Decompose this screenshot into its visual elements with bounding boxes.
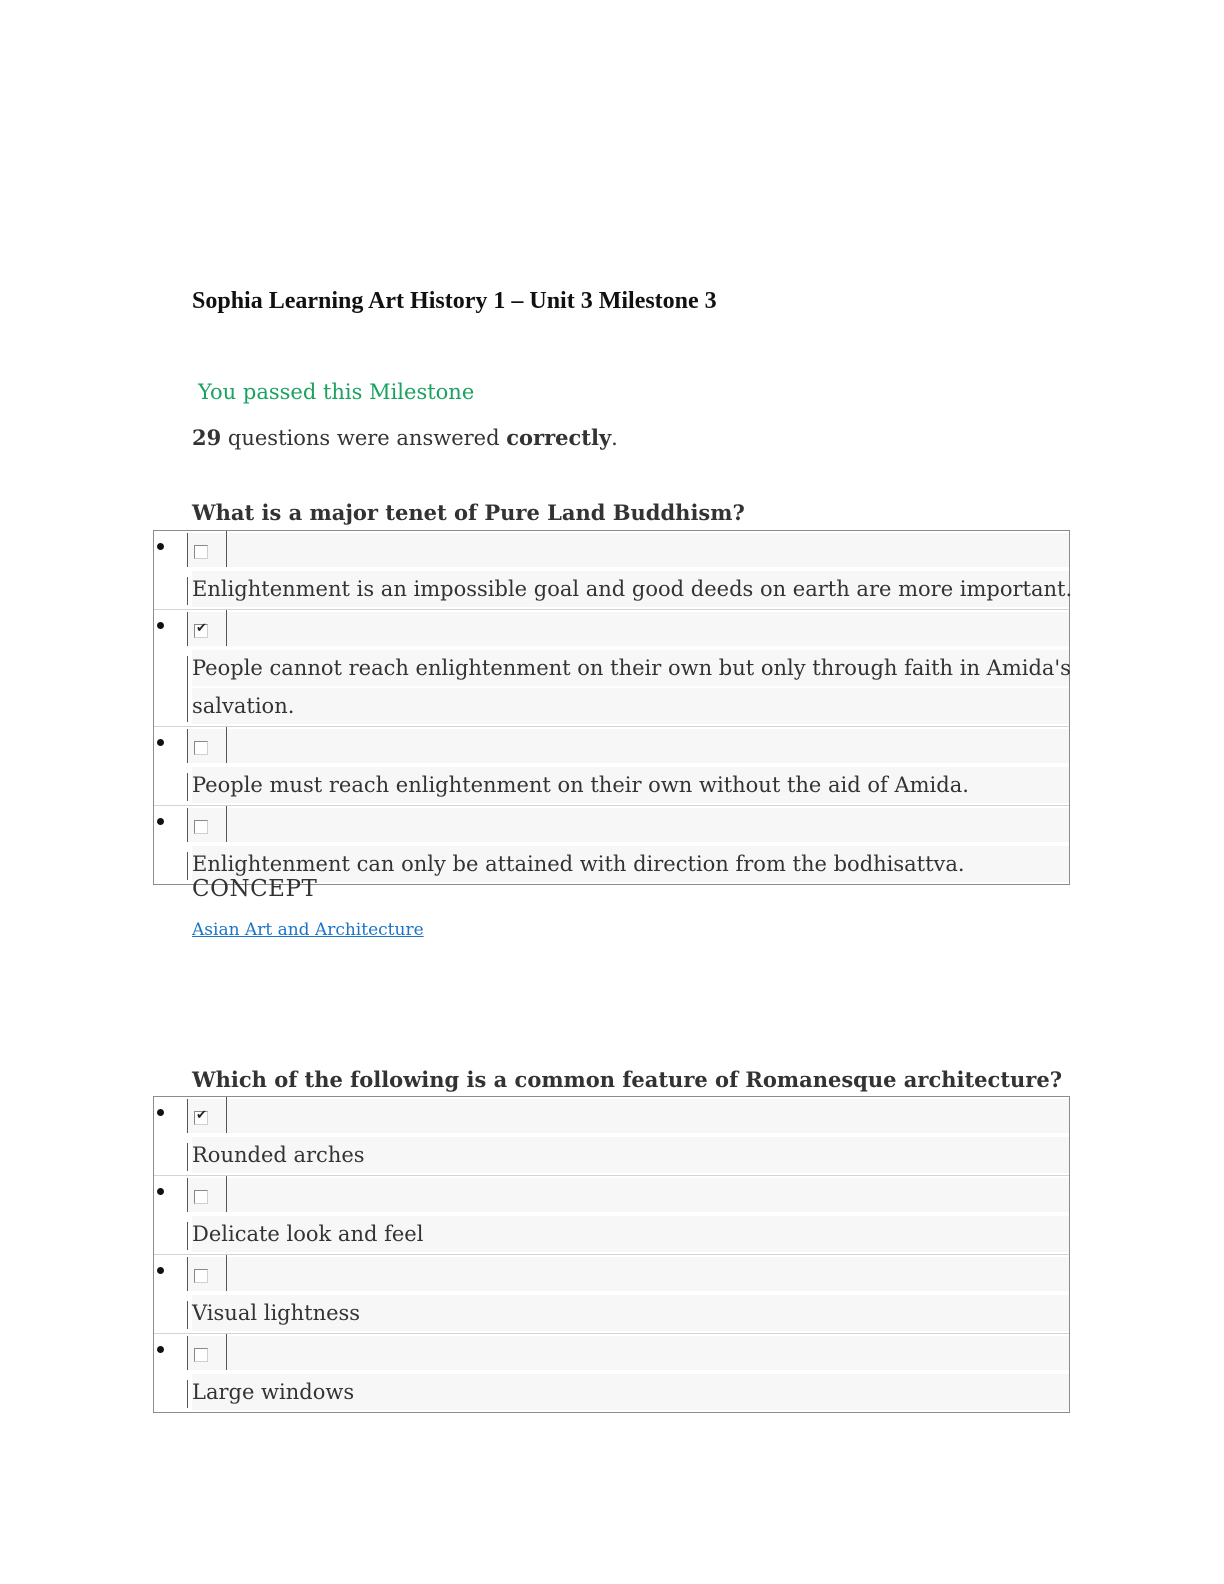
answer-text: Enlightenment is an impossible goal and good deeds on earth are more important. [192, 571, 1069, 607]
answer-checkbox[interactable] [194, 1348, 208, 1362]
row-background [187, 533, 1069, 567]
answer-control-row [154, 1097, 1069, 1135]
answer-option [154, 1175, 1069, 1252]
cell-divider [187, 808, 188, 842]
correct-count: 29 [192, 425, 222, 450]
answer-text: Visual lightness [192, 1295, 1069, 1331]
cell-divider [187, 1143, 188, 1171]
cell-divider [226, 610, 227, 646]
answer-checkbox[interactable] [194, 820, 208, 834]
question-2-prompt: Which of the following is a common feature of Romanesque architecture? [192, 1067, 1063, 1092]
cell-divider [226, 1255, 227, 1291]
answer-text-row [154, 650, 1069, 724]
row-background [187, 1257, 1069, 1291]
cell-divider [226, 1097, 227, 1133]
cell-divider [187, 1380, 188, 1408]
cell-divider [226, 727, 227, 763]
bullet-icon [157, 1267, 164, 1274]
answer-checkbox[interactable] [194, 1190, 208, 1204]
answer-option [154, 609, 1069, 724]
bullet-icon [157, 622, 164, 629]
answer-text: Rounded arches [192, 1137, 1069, 1173]
answer-text: People must reach enlightenment on their own without the aid of Amida. [192, 767, 1069, 803]
answer-text: Enlightenment can only be attained with direction from the bodhisattva. [192, 846, 1069, 882]
question-1-prompt: What is a major tenet of Pure Land Buddhism? [192, 500, 745, 525]
bullet-icon [157, 543, 164, 550]
answer-text-row [154, 1295, 1069, 1331]
cell-divider [226, 1334, 227, 1370]
cell-divider [187, 1099, 188, 1133]
answer-option [154, 726, 1069, 803]
row-background [187, 808, 1069, 842]
score-period: . [611, 426, 618, 450]
pass-status: You passed this Milestone [198, 380, 475, 404]
answer-control-row [154, 531, 1069, 569]
row-background [187, 612, 1069, 646]
bullet-icon [157, 1109, 164, 1116]
cell-divider [187, 1257, 188, 1291]
cell-divider [187, 1222, 188, 1250]
answer-checkbox[interactable] [194, 741, 208, 755]
concept-label: CONCEPT [192, 876, 318, 902]
bullet-icon [157, 1346, 164, 1353]
cell-divider [187, 1301, 188, 1329]
question-1-answers [153, 530, 1073, 885]
answer-option [154, 1333, 1069, 1410]
answer-checkbox-checked[interactable] [194, 621, 208, 638]
answer-control-row [154, 727, 1069, 765]
answer-text: salvation. [192, 688, 1069, 724]
answer-control-row [154, 1176, 1069, 1214]
cell-divider [226, 531, 227, 567]
answer-control-row [154, 610, 1069, 648]
cell-divider [187, 656, 188, 722]
score-correctly: correctly [506, 425, 612, 450]
row-background [187, 729, 1069, 763]
answer-text-row [154, 1374, 1069, 1410]
cell-divider [187, 612, 188, 646]
checkmark-icon: ✔ [196, 621, 207, 636]
answer-text: Delicate look and feel [192, 1216, 1069, 1252]
cell-divider [187, 1178, 188, 1212]
answer-option [154, 1097, 1069, 1173]
answer-checkbox[interactable] [194, 1269, 208, 1283]
answer-checkbox[interactable] [194, 545, 208, 559]
score-summary [192, 425, 618, 450]
answer-control-row [154, 806, 1069, 844]
row-background [187, 1099, 1069, 1133]
checkmark-icon: ✔ [196, 1108, 207, 1123]
answer-control-row [154, 1334, 1069, 1372]
bullet-icon [157, 1188, 164, 1195]
cell-divider [187, 773, 188, 801]
cell-divider [187, 533, 188, 567]
cell-divider [226, 806, 227, 842]
score-text: questions were answered [221, 426, 507, 450]
bullet-icon [157, 739, 164, 746]
bullet-icon [157, 818, 164, 825]
answer-text: People cannot reach enlightenment on their own but only through faith in Amida's [192, 650, 1069, 686]
answer-option [154, 1254, 1069, 1331]
answer-text-row [154, 1216, 1069, 1252]
cell-divider [226, 1176, 227, 1212]
cell-divider [187, 852, 188, 880]
question-2-answers [153, 1096, 1070, 1413]
row-background [187, 1178, 1069, 1212]
answer-checkbox-checked[interactable] [194, 1108, 208, 1125]
concept-link[interactable]: Asian Art and Architecture [192, 920, 424, 940]
answer-text-row [154, 571, 1073, 607]
cell-divider [187, 577, 188, 605]
document-title: Sophia Learning Art History 1 – Unit 3 Milestone 3 [192, 288, 717, 314]
answer-control-row [154, 1255, 1069, 1293]
answer-text-row [154, 1137, 1069, 1173]
row-background [187, 1336, 1069, 1370]
answer-option [154, 805, 1069, 882]
cell-divider [187, 1336, 188, 1370]
answer-text-row [154, 767, 1069, 803]
answer-option [154, 531, 1073, 607]
cell-divider [187, 729, 188, 763]
answer-text: Large windows [192, 1374, 1069, 1410]
